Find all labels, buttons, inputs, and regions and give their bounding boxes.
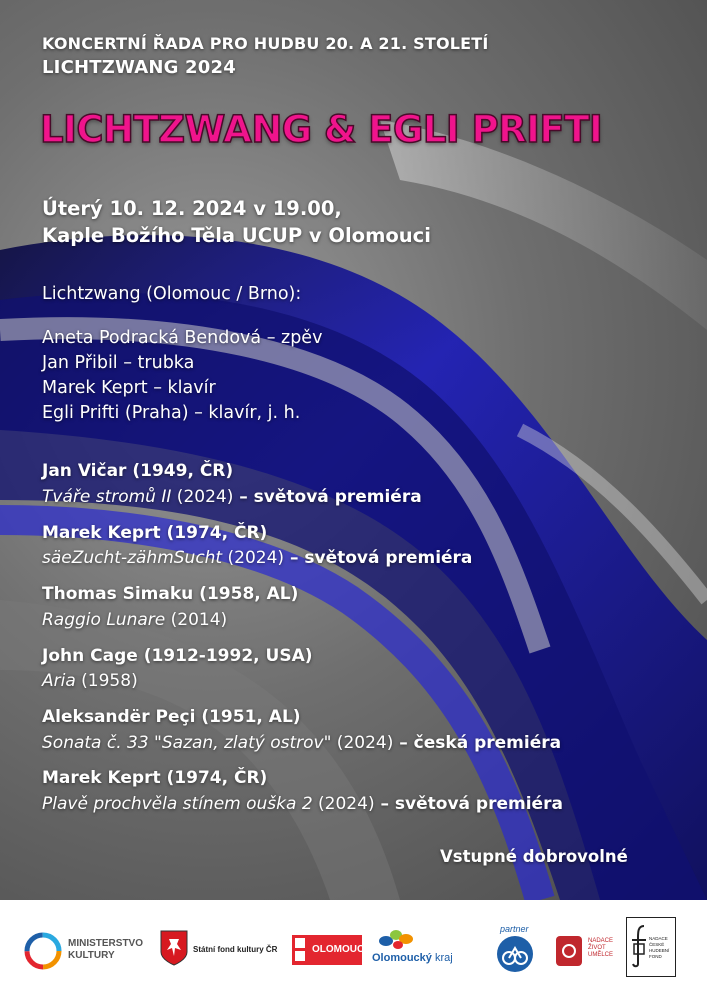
work-year: (2024) [331,733,394,753]
city-olomouc-logo [292,935,365,965]
premiere-note: – česká premiéra [393,733,562,753]
work-year: (2024) [171,487,234,507]
foundation-artist-life-logo-icon [556,936,582,966]
work-title: Aria [42,671,76,691]
ensemble-label: Lichtzwang (Olomouc / Brno): [42,284,302,304]
city-olomouc-label: OLOMOUC [312,944,365,955]
main-title: LICHTZWANG & EGLI PRIFTI [40,108,603,151]
series-title: KONCERTNÍ ŘADA PRO HUDBU 20. A 21. STOLETÍ [42,34,489,53]
foundation-emblem-icon [562,944,576,958]
program-work [42,548,472,568]
work-year: (2014) [165,610,228,630]
event-venue: Kaple Božího Těla UCUP v Olomouci [42,224,431,247]
foundation-artist-life-label: NADACE ŽIVOT UMĚLCE [588,938,614,958]
state-fund-label: Státní fond kultury ČR [193,945,278,954]
premiere-note: – světová premiéra [374,794,563,814]
program-work [42,671,138,691]
work-year: (2024) [312,794,375,814]
work-title: Raggio Lunare [42,610,166,630]
region-label: Olomoucký kraj [372,952,453,964]
event-date: Úterý 10. 12. 2024 v 19.00, [42,197,342,220]
series-year: LICHTZWANG 2024 [42,57,236,78]
program-work [42,610,227,630]
ministry-culture-label: MINISTERSTVO KULTURY [68,938,144,961]
city-logo-square-icon [295,938,305,948]
program-work [42,487,422,507]
program-work [42,733,561,753]
ministry-culture-logo-icon [24,932,62,970]
work-year: (1958) [75,671,138,691]
program-composer: Aleksandër Peçi (1951, AL) [42,707,301,727]
partner-label: partner [500,924,529,934]
program-composer: Marek Keprt (1974, ČR) [42,768,268,788]
music-fund-emblem-icon [630,924,648,968]
work-title: Plavě prochvěla stínem ouška 2 [42,794,313,814]
performer: Marek Keprt – klavír [42,378,216,398]
work-title: Tváře stromů II [42,487,172,507]
premiere-note: – světová premiéra [233,487,422,507]
city-logo-square-icon [295,951,305,961]
work-title: Sonata č. 33 "Sazan, zlatý ostrov" [42,733,332,753]
music-fund-label: NADACE ČESKÉ HUDEBNÍ FOND [649,936,670,959]
premiere-note: – světová premiéra [284,548,473,568]
state-fund-shield-icon [160,930,188,966]
program-work [42,794,563,814]
region-flower-icon [376,927,416,951]
performer: Egli Prifti (Praha) – klavír, j. h. [42,403,301,423]
performer: Aneta Podracká Bendová – zpěv [42,328,323,348]
sponsor-bar [0,900,707,1000]
program-composer: John Cage (1912-1992, USA) [42,646,313,666]
program-composer: Marek Keprt (1974, ČR) [42,523,268,543]
work-year: (2024) [222,548,285,568]
performer: Jan Přibil – trubka [42,353,195,373]
admission-note: Vstupné dobrovolné [440,847,628,866]
program-composer: Thomas Simaku (1958, AL) [42,584,299,604]
program-composer: Jan Vičar (1949, ČR) [42,461,234,481]
work-title: säeZucht-zähmSucht [42,548,223,568]
music-fund-logo [626,917,676,977]
